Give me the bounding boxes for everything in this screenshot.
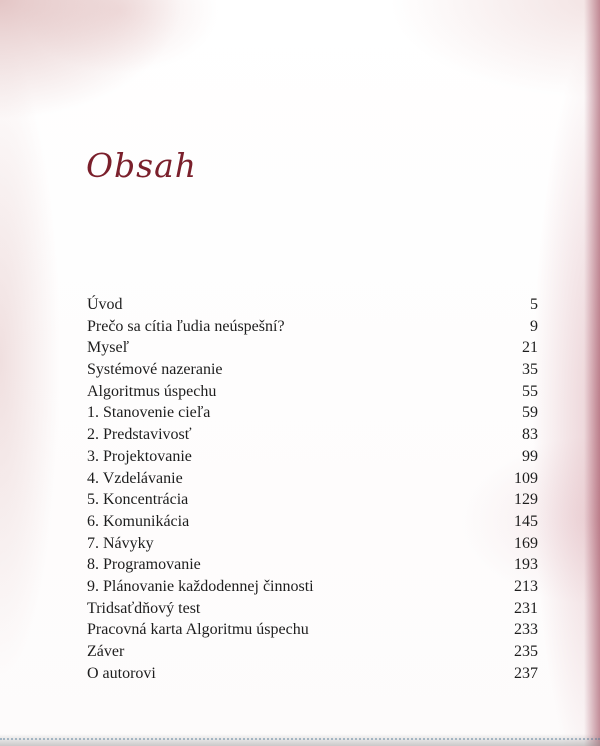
toc-entry-page-number: 193 — [514, 556, 538, 574]
toc-entry — [87, 663, 538, 685]
toc-entry — [87, 294, 538, 316]
toc-entry-page-number: 9 — [530, 317, 538, 335]
toc-entry — [87, 619, 538, 641]
toc-entry-page-number: 231 — [514, 599, 538, 617]
toc-entry-title: Systémové nazeranie — [87, 361, 223, 379]
toc-entry-page-number: 145 — [514, 512, 538, 530]
toc-entry-title: 2. Predstavivosť — [87, 426, 192, 444]
toc-entry — [87, 337, 538, 359]
toc-entry-title: O autorovi — [87, 664, 156, 682]
toc-entry-title: Prečo sa cítia ľudia neúspešní? — [87, 317, 285, 335]
toc-entry-page-number: 83 — [522, 426, 538, 444]
toc-entry-title: 8. Programovanie — [87, 556, 201, 574]
toc-entry-title: Tridsaťdňový test — [87, 599, 201, 617]
toc-entry — [87, 381, 538, 403]
toc-entry-title: 4. Vzdelávanie — [87, 469, 183, 487]
page-title: Obsah — [86, 146, 198, 185]
toc-entry-page-number: 237 — [514, 664, 538, 682]
table-of-contents — [87, 294, 538, 684]
toc-entry — [87, 511, 538, 533]
toc-entry — [87, 598, 538, 620]
toc-entry-title: Záver — [87, 643, 125, 660]
toc-entry-title: Algoritmus úspechu — [87, 382, 217, 400]
toc-entry-page-number: 235 — [514, 643, 538, 660]
toc-entry-title: 7. Návyky — [87, 534, 154, 552]
toc-entry-title: 3. Projektovanie — [87, 447, 192, 465]
toc-entry — [87, 424, 538, 446]
toc-entry-title: 5. Koncentrácia — [87, 491, 189, 509]
toc-entry-page-number: 213 — [514, 577, 538, 595]
toc-entry-page-number: 21 — [522, 339, 538, 357]
toc-entry-title: Pracovná karta Algoritmu úspechu — [87, 621, 309, 639]
page-right-edge-shadow — [584, 0, 600, 746]
toc-entry — [87, 641, 538, 663]
toc-entry-page-number: 35 — [522, 361, 538, 379]
toc-entry — [87, 576, 538, 598]
toc-entry — [87, 359, 538, 381]
toc-entry — [87, 533, 538, 555]
toc-entry-page-number: 5 — [530, 296, 538, 313]
toc-entry-title: 9. Plánovanie každodennej činnosti — [87, 577, 314, 595]
toc-entry-page-number: 59 — [522, 404, 538, 422]
toc-entry — [87, 402, 538, 424]
page-bottom-edge-shadow — [0, 734, 600, 746]
toc-entry-title: 6. Komunikácia — [87, 512, 190, 530]
toc-entry-title: 1. Stanovenie cieľa — [87, 404, 211, 422]
toc-entry-page-number: 233 — [514, 621, 538, 639]
toc-entry-page-number: 129 — [514, 491, 538, 509]
toc-entry-page-number: 109 — [514, 469, 538, 487]
toc-entry-page-number: 99 — [522, 447, 538, 465]
scan-bottom-border — [0, 738, 600, 740]
toc-entry — [87, 489, 538, 511]
toc-entry-title: Úvod — [87, 296, 123, 313]
toc-entry — [87, 468, 538, 490]
toc-entry — [87, 316, 538, 338]
toc-entry — [87, 446, 538, 468]
toc-entry-page-number: 55 — [522, 382, 538, 400]
toc-entry — [87, 554, 538, 576]
toc-entry-title: Myseľ — [87, 339, 130, 357]
toc-entry-page-number: 169 — [514, 534, 538, 552]
